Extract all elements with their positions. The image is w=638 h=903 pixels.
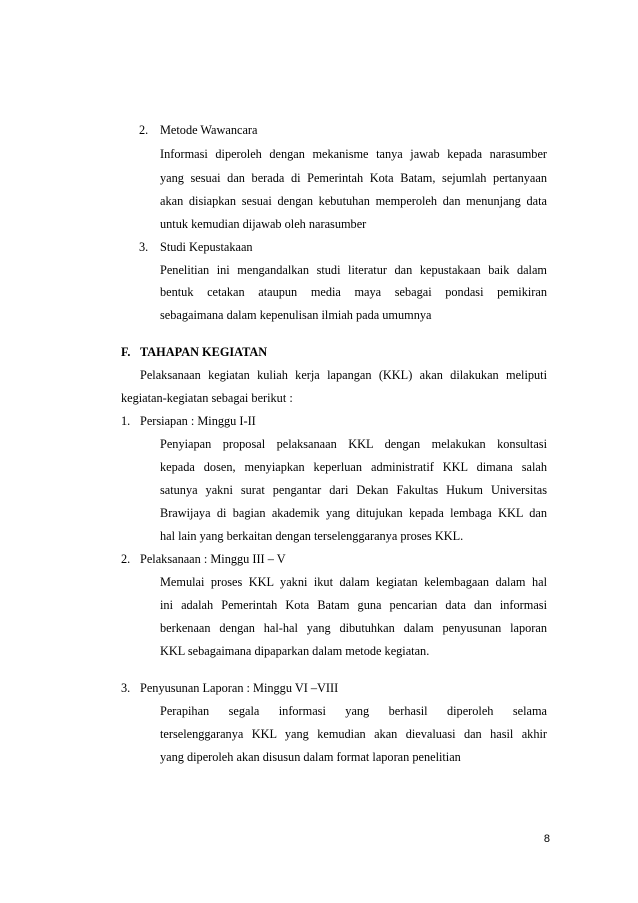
paragraph-line: Penelitian ini mengandalkan studi literatur dan kepustakaan baik dalam <box>160 263 547 277</box>
paragraph-line: Penyiapan proposal pelaksanaan KKL dengan melakukan konsultasi <box>160 437 547 451</box>
list-number: 3. <box>121 681 131 695</box>
paragraph-line: bentuk cetakan ataupun media maya sebagai pondasi pemikiran <box>160 285 547 299</box>
list-item-title: Pelaksanaan : Minggu III – V <box>140 552 286 566</box>
list-number: 1. <box>121 414 131 428</box>
list-item-title: Persiapan : Minggu I-II <box>140 414 256 428</box>
paragraph-line: untuk kemudian dijawab oleh narasumber <box>160 217 367 231</box>
list-number: 2. <box>121 552 131 566</box>
list-number: 2. <box>139 123 149 137</box>
paragraph-line: hal lain yang berkaitan dengan terselenggaranya proses KKL. <box>160 529 464 543</box>
paragraph-line: ini adalah Pemerintah Kota Batam guna pencarian data dan informasi <box>160 598 547 612</box>
paragraph-line: kepada dosen, menyiapkan keperluan administratif KKL dimana salah <box>160 460 547 474</box>
paragraph-line: berkenaan dengan hal-hal yang dibutuhkan dalam penyusunan laporan <box>160 621 547 635</box>
list-item-title: Penyusunan Laporan : Minggu VI –VIII <box>140 681 339 695</box>
paragraph-line: sebagaimana dalam kepenulisan ilmiah pada umumnya <box>160 308 432 322</box>
paragraph-line: akan disiapkan sesuai dengan kebutuhan memperoleh dan menunjang data <box>160 194 547 208</box>
paragraph-line: kegiatan-kegiatan sebagai berikut : <box>121 391 293 405</box>
list-number: 3. <box>139 240 149 254</box>
section-letter: F. <box>121 345 131 359</box>
section-heading: TAHAPAN KEGIATAN <box>140 345 268 359</box>
paragraph-line: KKL sebagaimana dipaparkan dalam metode kegiatan. <box>160 644 430 658</box>
list-item-title: Studi Kepustakaan <box>160 240 253 254</box>
list-item-title: Metode Wawancara <box>160 123 258 137</box>
paragraph-line: Informasi diperoleh dengan mekanisme tanya jawab kepada narasumber <box>160 147 547 161</box>
paragraph-line: Pelaksanaan kegiatan kuliah kerja lapangan (KKL) akan dilakukan meliputi <box>140 368 547 382</box>
paragraph-line: yang diperoleh akan disusun dalam format laporan penelitian <box>160 750 461 764</box>
paragraph-line: satunya yakni surat pengantar dari Dekan Fakultas Hukum Universitas <box>160 483 547 497</box>
page-number: 8 <box>543 833 550 845</box>
paragraph-line: Memulai proses KKL yakni ikut dalam kegiatan kelembagaan dalam hal <box>160 575 547 589</box>
paragraph-line: Brawijaya di bagian akademik yang ditujukan kepada lembaga KKL dan <box>160 506 547 520</box>
paragraph-line: Perapihan segala informasi yang berhasil diperoleh selama <box>160 704 547 718</box>
paragraph-line: yang sesuai dan berada di Pemerintah Kota Batam, sejumlah pertanyaan <box>160 171 547 185</box>
paragraph-line: terselenggaranya KKL yang kemudian akan dievaluasi dan hasil akhir <box>160 727 547 741</box>
